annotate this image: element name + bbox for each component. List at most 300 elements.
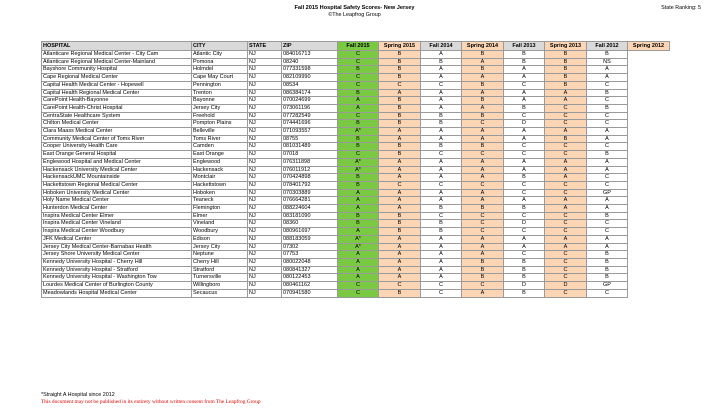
grade-cell: A (545, 89, 587, 97)
zip-cell: 080122453 (282, 274, 338, 282)
grade-cell: A (587, 235, 628, 243)
city-cell: Hoboken (192, 189, 248, 197)
state-cell: NJ (248, 74, 282, 82)
grade-cell: C (338, 81, 379, 89)
grade-cell: A (379, 158, 421, 166)
grade-cell: A (545, 128, 587, 136)
state-cell: NJ (248, 212, 282, 220)
state-cell: NJ (248, 81, 282, 89)
city-cell: Willingboro (192, 282, 248, 290)
grade-cell: B (545, 58, 587, 66)
grade-cell: C (338, 51, 379, 59)
grade-cell: C (462, 120, 504, 128)
table-row (42, 189, 670, 197)
zip-cell: 083181090 (282, 212, 338, 220)
state-cell: NJ (248, 205, 282, 213)
hospital-name-cell: CarePoint Health-Bayonne (42, 97, 192, 105)
zip-cell: 08755 (282, 135, 338, 143)
grade-cell: B (462, 66, 504, 74)
grade-cell: A (462, 74, 504, 82)
grade-cell: A (421, 174, 462, 182)
zip-cell: 076011912 (282, 166, 338, 174)
grade-cell: A (421, 66, 462, 74)
table-row (42, 58, 670, 66)
city-cell: Cherry Hill (192, 258, 248, 266)
grade-cell: B (379, 120, 421, 128)
grade-cell: A (421, 197, 462, 205)
hospital-name-cell: CentraState Healthcare System (42, 112, 192, 120)
grade-cell: B (379, 228, 421, 236)
grade-cell: B (545, 66, 587, 74)
grade-cell: C (421, 81, 462, 89)
grade-cell: B (587, 89, 628, 97)
grade-cell: A (462, 174, 504, 182)
grade-cell: NS (587, 58, 628, 66)
grade-cell: C (545, 228, 587, 236)
city-cell: Pennington (192, 81, 248, 89)
grade-cell: B (379, 220, 421, 228)
table-row (42, 282, 670, 290)
table-row (42, 135, 670, 143)
hospital-name-cell: Hoboken University Medical Center (42, 189, 192, 197)
grade-cell: C (504, 181, 545, 189)
hospital-name-cell: Capital Health Regional Medical Center (42, 89, 192, 97)
col-header-fall-2012: Fall 2012 (587, 42, 628, 51)
state-cell: NJ (248, 289, 282, 297)
hospital-name-cell: Jersey Shore University Medical Center (42, 251, 192, 259)
grade-cell: B (338, 89, 379, 97)
grade-cell: D (504, 120, 545, 128)
grade-cell: A (462, 197, 504, 205)
hospital-name-cell: Holy Name Medical Center (42, 197, 192, 205)
col-header-state: STATE (248, 42, 282, 51)
grade-cell: A (462, 251, 504, 259)
grade-cell: A (545, 166, 587, 174)
state-cell: NJ (248, 189, 282, 197)
grade-cell: A (545, 158, 587, 166)
grade-cell: A (421, 74, 462, 82)
grade-cell: A (587, 74, 628, 82)
city-cell: Pompton Plains (192, 120, 248, 128)
grade-cell: C (545, 251, 587, 259)
grade-cell: B (379, 97, 421, 105)
grade-cell: B (504, 51, 545, 59)
zip-cell: 07302 (282, 243, 338, 251)
zip-cell: 071093557 (282, 128, 338, 136)
grade-cell: A (338, 189, 379, 197)
zip-cell: 088183059 (282, 235, 338, 243)
grade-cell: B (421, 220, 462, 228)
grade-cell: C (545, 212, 587, 220)
state-cell: NJ (248, 274, 282, 282)
grade-cell: B (379, 66, 421, 74)
zip-cell: 088224604 (282, 205, 338, 213)
grade-cell: A (462, 189, 504, 197)
grade-cell: C (338, 282, 379, 290)
grade-cell: C (545, 289, 587, 297)
col-header-spring-2015: Spring 2015 (379, 42, 421, 51)
state-cell: NJ (248, 228, 282, 236)
grade-cell: A (545, 235, 587, 243)
grade-cell: C (379, 81, 421, 89)
city-cell: Englewood (192, 158, 248, 166)
grade-cell: A (504, 128, 545, 136)
city-cell: Holmdel (192, 66, 248, 74)
grade-cell: A (421, 166, 462, 174)
grade-cell: C (587, 228, 628, 236)
hospital-name-cell: Cape Regional Medical Center (42, 74, 192, 82)
grade-cell: C (462, 220, 504, 228)
zip-cell: 076311898 (282, 158, 338, 166)
grade-cell: A (379, 174, 421, 182)
grade-cell: C (587, 174, 628, 182)
copyright-notice: This document may not be published in its entirety without written consent from The Leapfrog Group (41, 399, 261, 405)
state-cell: NJ (248, 266, 282, 274)
grade-cell: A (379, 243, 421, 251)
grade-cell: B (462, 143, 504, 151)
state-cell: NJ (248, 243, 282, 251)
grade-cell: C (338, 112, 379, 120)
grade-cell: B (462, 258, 504, 266)
city-cell: Hackensack (192, 166, 248, 174)
grade-cell: B (338, 174, 379, 182)
col-header-fall-2014: Fall 2014 (421, 42, 462, 51)
state-cell: NJ (248, 197, 282, 205)
hospital-name-cell: Inspira Medical Center Elmer (42, 212, 192, 220)
grade-cell: A (462, 158, 504, 166)
grade-cell: A (421, 104, 462, 112)
city-cell: Stratford (192, 266, 248, 274)
hospital-name-cell: Clara Maass Medical Center (42, 128, 192, 136)
grade-cell: A (379, 197, 421, 205)
grade-cell: GP (587, 189, 628, 197)
grade-cell: A (462, 89, 504, 97)
city-cell: Teaneck (192, 197, 248, 205)
grade-cell: C (462, 282, 504, 290)
col-header-zip: ZIP (282, 42, 338, 51)
zip-cell: 080961697 (282, 228, 338, 236)
hospital-name-cell: Atlanticare Regional Medical Center-Mainland (42, 58, 192, 66)
grade-cell: B (587, 258, 628, 266)
grade-cell: C (545, 143, 587, 151)
grade-cell: A (462, 289, 504, 297)
state-cell: NJ (248, 120, 282, 128)
grade-cell: B (545, 135, 587, 143)
col-header-fall-2013: Fall 2013 (504, 42, 545, 51)
grade-cell: A (338, 266, 379, 274)
grade-cell: C (462, 151, 504, 159)
hospital-name-cell: Inspira Medical Center Woodbury (42, 228, 192, 236)
grade-cell: C (504, 189, 545, 197)
grade-cell: B (504, 289, 545, 297)
grade-cell: A (421, 243, 462, 251)
grade-cell: A* (338, 166, 379, 174)
table-body (42, 51, 670, 298)
grade-cell: C (545, 266, 587, 274)
grade-cell: C (504, 251, 545, 259)
state-cell: NJ (248, 143, 282, 151)
grade-cell: A (421, 135, 462, 143)
grade-cell: B (421, 228, 462, 236)
grade-cell: A (545, 205, 587, 213)
zip-cell: 070941580 (282, 289, 338, 297)
grade-cell: B (504, 274, 545, 282)
grade-cell: A (338, 228, 379, 236)
city-cell: Vineland (192, 220, 248, 228)
zip-cell: 080461162 (282, 282, 338, 290)
state-cell: NJ (248, 58, 282, 66)
grade-cell: C (421, 151, 462, 159)
zip-cell: 073061196 (282, 104, 338, 112)
grade-cell: B (462, 274, 504, 282)
hospital-name-cell: Hackensack University Medical Center (42, 166, 192, 174)
zip-cell: 086384174 (282, 89, 338, 97)
state-cell: NJ (248, 128, 282, 136)
zip-cell: 08534 (282, 81, 338, 89)
zip-cell: 084016713 (282, 51, 338, 59)
state-cell: NJ (248, 158, 282, 166)
state-cell: NJ (248, 97, 282, 105)
grade-cell: B (587, 51, 628, 59)
hospital-name-cell: Cooper University Health Care (42, 143, 192, 151)
state-ranking: State Ranking: 5 (661, 5, 701, 11)
city-cell: Hackettstown (192, 181, 248, 189)
table-row (42, 243, 670, 251)
grade-cell: A (587, 128, 628, 136)
grade-cell: C (504, 212, 545, 220)
grade-cell: A (338, 274, 379, 282)
col-header-spring-2014: Spring 2014 (462, 42, 504, 51)
report-subtitle: ©The Leapfrog Group (328, 12, 381, 18)
grade-cell: A (379, 205, 421, 213)
zip-cell: 07018 (282, 151, 338, 159)
city-cell: Belleville (192, 128, 248, 136)
zip-cell: 077282549 (282, 112, 338, 120)
table-row (42, 89, 670, 97)
grade-cell: A (462, 128, 504, 136)
grade-cell: B (462, 205, 504, 213)
hospital-name-cell: Hackettstown Regional Medical Center (42, 181, 192, 189)
grade-cell: A (462, 104, 504, 112)
grade-cell: A (462, 235, 504, 243)
zip-cell: 070424898 (282, 174, 338, 182)
city-cell: Neptune (192, 251, 248, 259)
hospital-name-cell: Bayshore Community Hospital (42, 66, 192, 74)
zip-cell: 08240 (282, 58, 338, 66)
grade-cell: B (379, 104, 421, 112)
grade-cell: C (504, 151, 545, 159)
grade-cell: GP (587, 282, 628, 290)
safety-scores-table (41, 41, 670, 298)
city-cell: Jersey City (192, 104, 248, 112)
grade-cell: A (379, 189, 421, 197)
hospital-name-cell: East Orange General Hospital (42, 151, 192, 159)
grade-cell: B (462, 112, 504, 120)
grade-cell: A (338, 258, 379, 266)
grade-cell: A (587, 135, 628, 143)
grade-cell: B (587, 212, 628, 220)
state-cell: NJ (248, 258, 282, 266)
city-cell: Toms River (192, 135, 248, 143)
grade-cell: B (421, 58, 462, 66)
hospital-name-cell: Capital Health Medical Center - Hopewell (42, 81, 192, 89)
grade-cell: A (338, 251, 379, 259)
col-header-city: CITY (192, 42, 248, 51)
grade-cell: A (545, 243, 587, 251)
city-cell: East Orange (192, 151, 248, 159)
col-header-hospital: HOSPITAL (42, 42, 192, 51)
grade-cell: B (379, 74, 421, 82)
state-cell: NJ (248, 282, 282, 290)
grade-cell: D (545, 282, 587, 290)
grade-cell: C (587, 112, 628, 120)
grade-cell: B (462, 266, 504, 274)
city-cell: Trenton (192, 89, 248, 97)
table-row (42, 228, 670, 236)
table-row (42, 151, 670, 159)
city-cell: Jersey City (192, 243, 248, 251)
table-row (42, 212, 670, 220)
grade-cell: B (379, 151, 421, 159)
straight-a-note: *Straight A Hospital since 2012 (41, 392, 115, 398)
city-cell: Atlantic City (192, 51, 248, 59)
state-cell: NJ (248, 181, 282, 189)
grade-cell: A (379, 266, 421, 274)
state-cell: NJ (248, 235, 282, 243)
grade-cell: B (379, 143, 421, 151)
grade-cell: B (421, 112, 462, 120)
grade-cell: C (338, 289, 379, 297)
state-cell: NJ (248, 174, 282, 182)
grade-cell: A (462, 135, 504, 143)
grade-cell: A (421, 189, 462, 197)
grade-cell: C (587, 289, 628, 297)
col-header-spring-2013: Spring 2013 (545, 42, 587, 51)
grade-cell: A (379, 166, 421, 174)
grade-cell: C (504, 143, 545, 151)
table-row (42, 258, 670, 266)
state-cell: NJ (248, 166, 282, 174)
grade-cell: A (504, 197, 545, 205)
grade-cell: B (587, 104, 628, 112)
table-row (42, 81, 670, 89)
grade-cell: A (421, 266, 462, 274)
hospital-name-cell: Jersey City Medical Center-Barnabas Health (42, 243, 192, 251)
table-row (42, 112, 670, 120)
hospital-name-cell: Community Medical Center of Toms River (42, 135, 192, 143)
grade-cell: C (587, 220, 628, 228)
grade-cell: A (421, 235, 462, 243)
grade-cell: A (379, 235, 421, 243)
grade-cell: A (421, 51, 462, 59)
zip-cell: 08360 (282, 220, 338, 228)
hospital-name-cell: Chilton Medical Center (42, 120, 192, 128)
grade-cell: C (587, 97, 628, 105)
grade-cell: C (545, 189, 587, 197)
table-row (42, 205, 670, 213)
grade-cell: A* (338, 243, 379, 251)
grade-cell: A (379, 251, 421, 259)
hospital-name-cell: HackensackUMC Mountainside (42, 174, 192, 182)
grade-cell: D (504, 220, 545, 228)
grade-cell: A (504, 166, 545, 174)
grade-cell: D (504, 282, 545, 290)
city-cell: Freehold (192, 112, 248, 120)
grade-cell: A (504, 66, 545, 74)
grade-cell: B (379, 112, 421, 120)
zip-cell: 07753 (282, 251, 338, 259)
table-row (42, 220, 670, 228)
grade-cell: B (587, 151, 628, 159)
grade-cell: A (504, 135, 545, 143)
city-cell: Flemington (192, 205, 248, 213)
grade-cell: A (587, 158, 628, 166)
grade-cell: B (504, 104, 545, 112)
city-cell: Turnersville (192, 274, 248, 282)
col-header-spring-2012: Spring 2012 (628, 42, 670, 51)
zip-cell: 076664281 (282, 197, 338, 205)
hospital-name-cell: Kennedy University Hospital - Stratford (42, 266, 192, 274)
grade-cell: B (545, 51, 587, 59)
grade-cell: C (462, 228, 504, 236)
grade-cell: A (421, 158, 462, 166)
state-cell: NJ (248, 104, 282, 112)
grade-cell: A (504, 89, 545, 97)
city-cell: Secaucus (192, 289, 248, 297)
grade-cell: B (462, 97, 504, 105)
grade-cell: A (587, 66, 628, 74)
grade-cell: C (587, 120, 628, 128)
grade-cell: A (504, 74, 545, 82)
grade-cell: C (545, 104, 587, 112)
hospital-name-cell: Kennedy University Hospital - Washington Tow (42, 274, 192, 282)
table-row (42, 51, 670, 59)
grade-cell: B (587, 274, 628, 282)
hospital-name-cell: CarePoint Health-Christ Hospital (42, 104, 192, 112)
table-row (42, 128, 670, 136)
hospital-name-cell: Meadowlands Hospital Medical Center (42, 289, 192, 297)
grade-cell: A (504, 235, 545, 243)
state-cell: NJ (248, 135, 282, 143)
grade-cell: B (587, 266, 628, 274)
grade-cell: A (379, 89, 421, 97)
state-cell: NJ (248, 112, 282, 120)
grade-cell: C (545, 120, 587, 128)
grade-cell: C (379, 282, 421, 290)
grade-cell: B (338, 135, 379, 143)
grade-cell: A (587, 205, 628, 213)
table-row (42, 251, 670, 259)
col-header-fall-2015: Fall 2015 (338, 42, 379, 51)
grade-cell: C (421, 212, 462, 220)
table-row (42, 120, 670, 128)
grade-cell: C (587, 143, 628, 151)
state-cell: NJ (248, 220, 282, 228)
city-cell: Elmer (192, 212, 248, 220)
grade-cell: C (545, 151, 587, 159)
grade-cell: C (504, 81, 545, 89)
hospital-name-cell: Englewood Hospital and Medical Center (42, 158, 192, 166)
table-row (42, 197, 670, 205)
grade-cell: C (587, 181, 628, 189)
grade-cell: A (504, 97, 545, 105)
grade-cell: A (421, 97, 462, 105)
table-row (42, 274, 670, 282)
state-cell: NJ (248, 251, 282, 259)
grade-cell: A (379, 274, 421, 282)
zip-cell: 080022048 (282, 258, 338, 266)
grade-cell: C (545, 181, 587, 189)
